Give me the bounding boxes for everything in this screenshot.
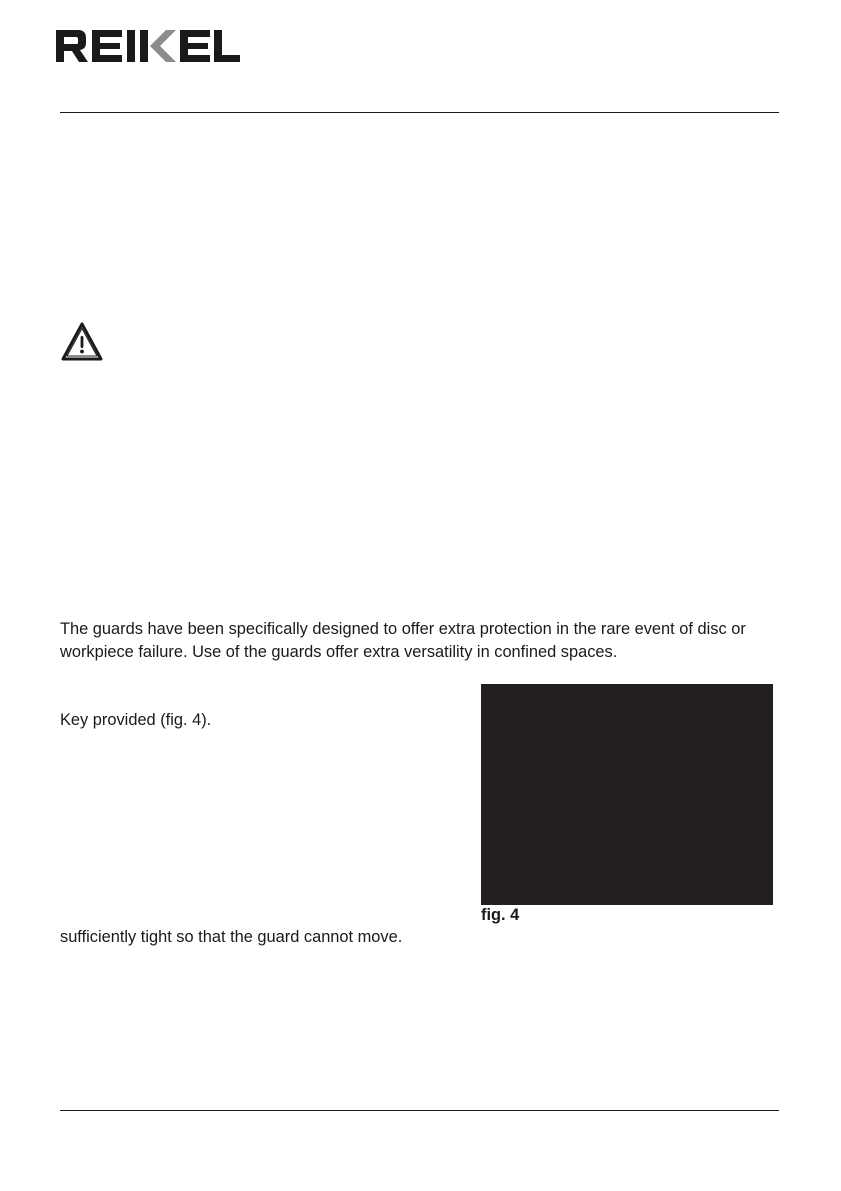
guards-line-2: workpiece failure. Use of the guards offer extra versatility in confined spaces. <box>60 643 618 661</box>
guards-paragraph <box>60 618 780 664</box>
footer-divider <box>60 1110 779 1111</box>
warning-triangle-icon <box>61 322 103 361</box>
sufficiently-tight-text: sufficiently tight so that the guard cannot move. <box>60 928 403 946</box>
key-provided-text: Key provided (fig. 4). <box>60 711 212 729</box>
guards-line-1: The guards have been specifically designed to offer extra protection in the rare event of disc or <box>60 620 746 638</box>
header-divider <box>60 112 779 113</box>
figure-4-image <box>481 684 773 905</box>
brand-logo <box>54 28 240 64</box>
figure-caption: fig. 4 <box>481 906 520 924</box>
